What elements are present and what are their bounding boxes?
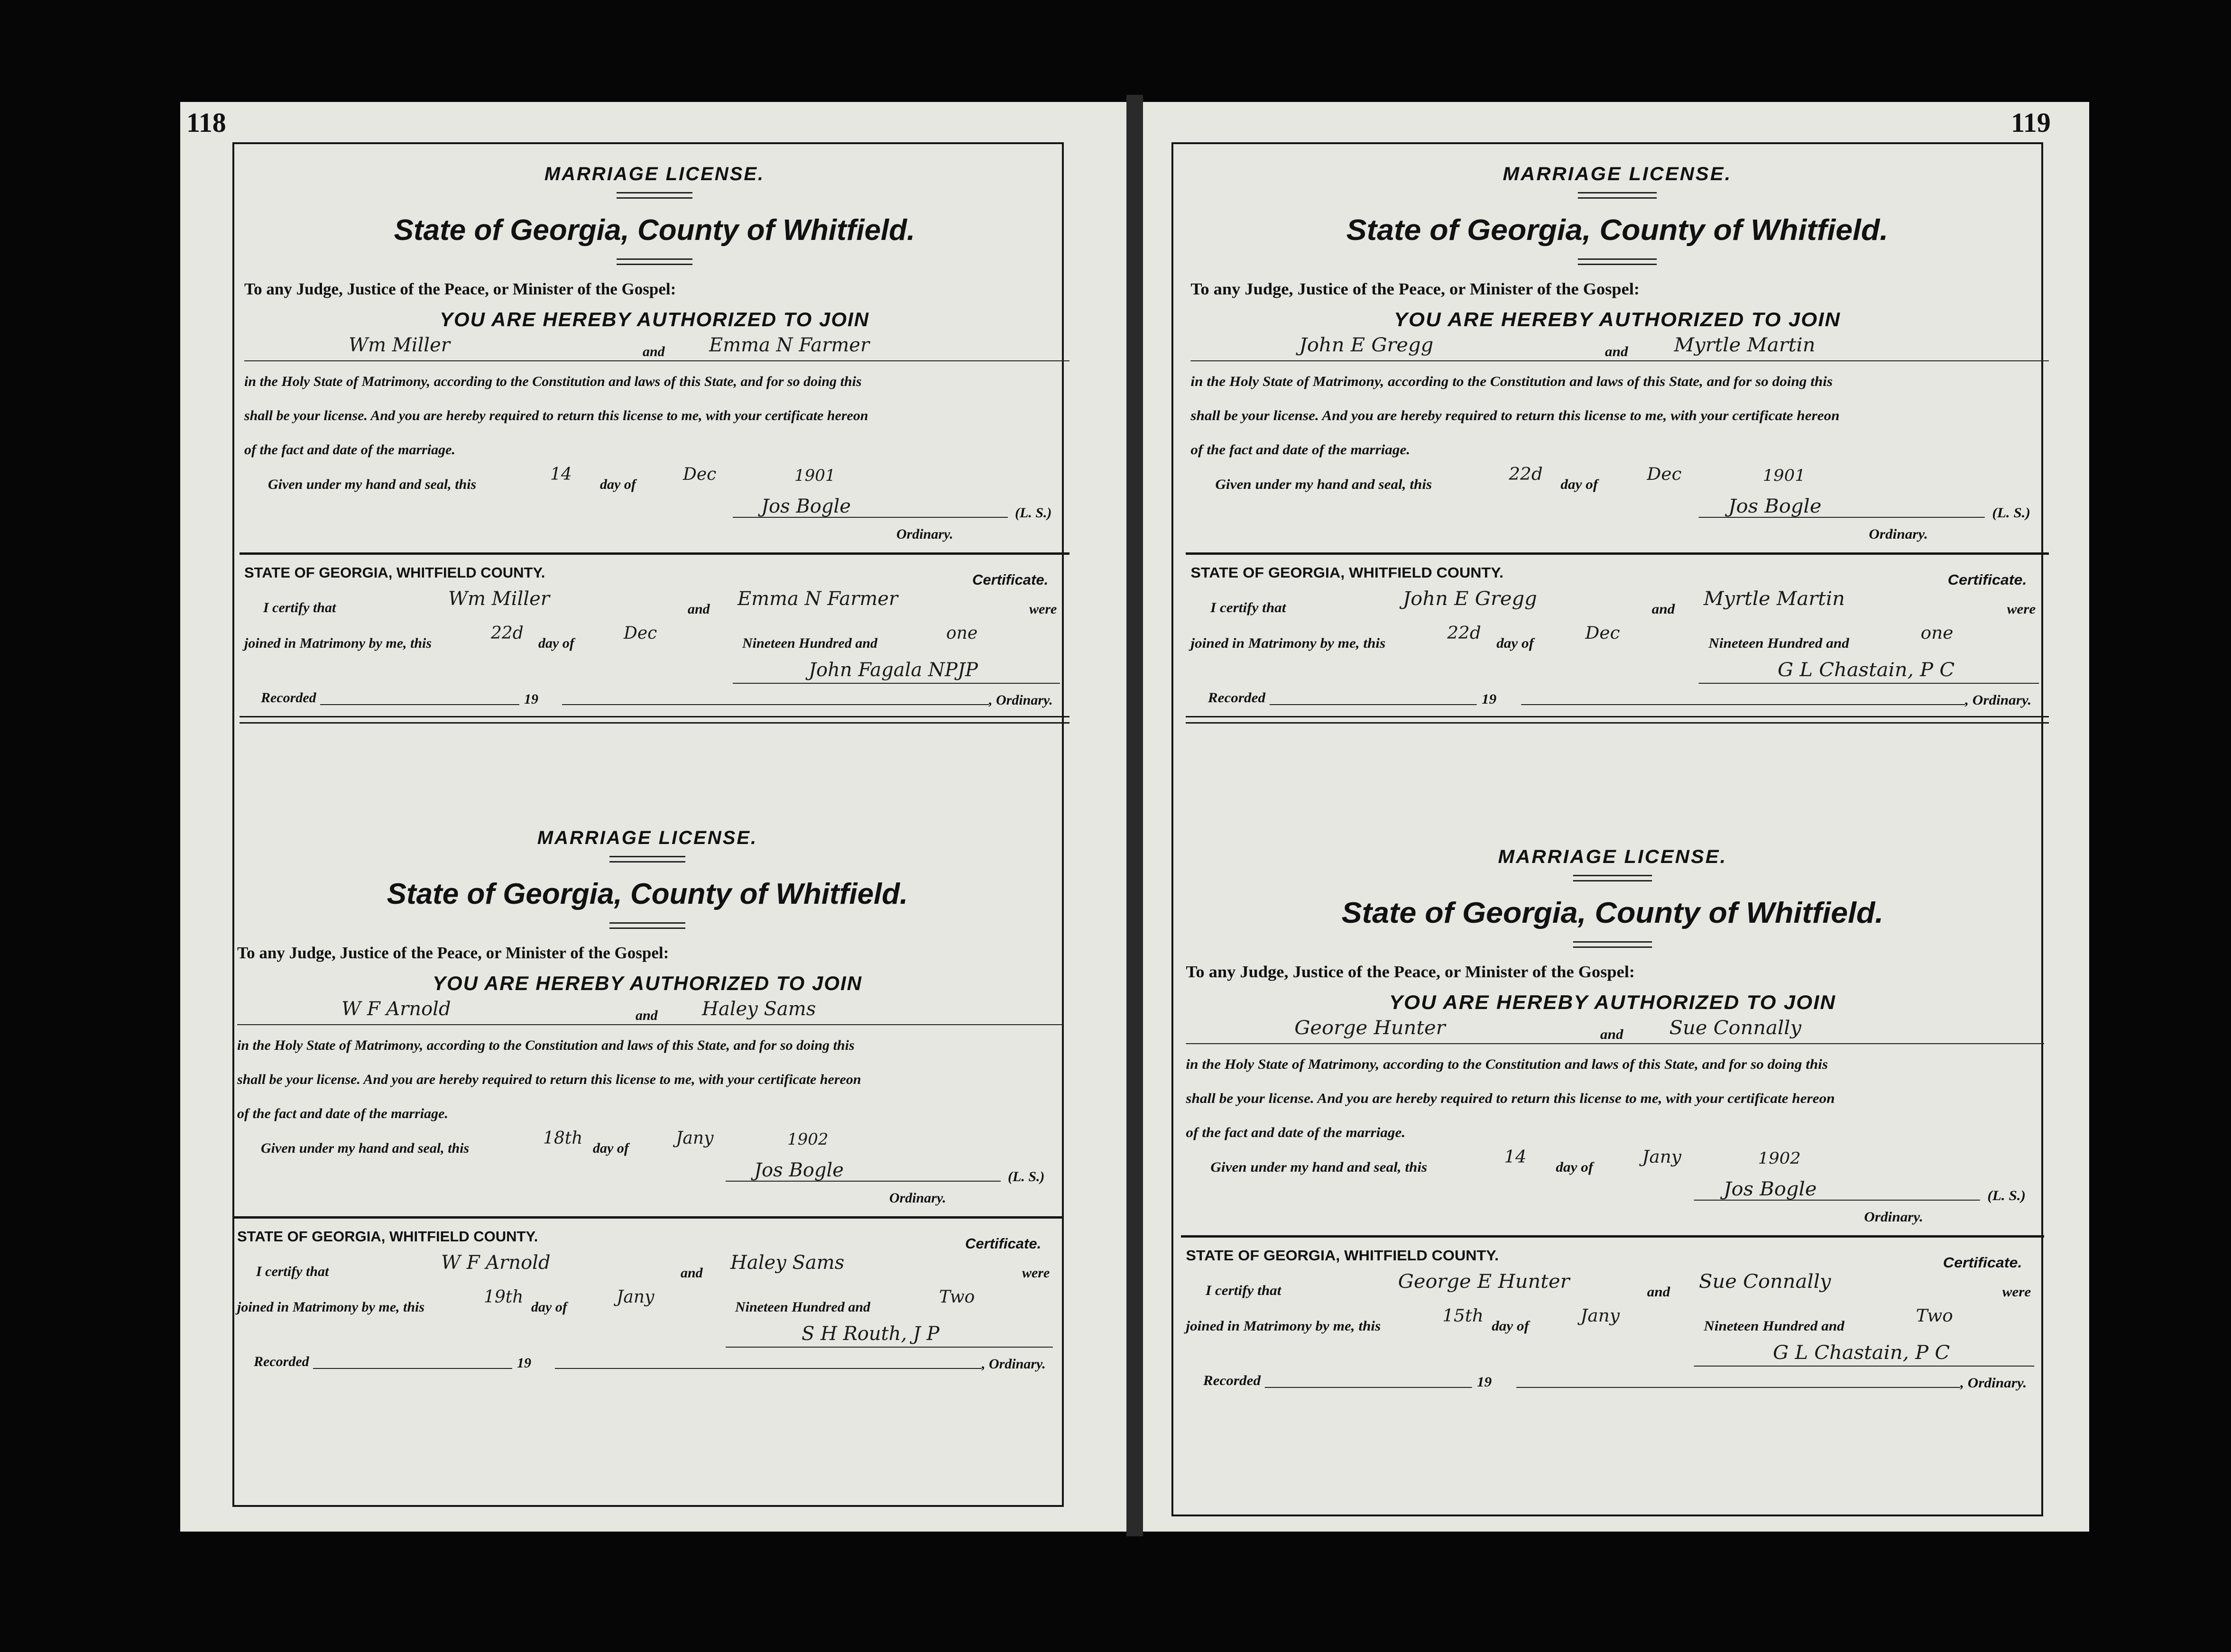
given-month: Jany: [676, 1129, 714, 1148]
and-label: and: [1647, 1284, 1670, 1300]
address-line: To any Judge, Justice of the Peace, or Minister of the Gospel:: [1190, 280, 1640, 298]
year-word: one: [946, 624, 978, 643]
state-county-heading: State of Georgia, County of Whitfield.: [1341, 897, 1884, 929]
were-label: were: [1022, 1265, 1050, 1281]
left-page-number: 118: [186, 107, 226, 138]
joined-label: joined in Matrimony by me, this: [1190, 635, 1386, 651]
given-month: Dec: [1647, 465, 1682, 484]
day-of-label: day of: [1492, 1318, 1530, 1334]
given-label: Given under my hand and seal, this: [261, 1140, 470, 1156]
cert-bride-name: Emma N Farmer: [738, 588, 898, 610]
ornament-divider: [1573, 941, 1652, 948]
year-word: Two: [939, 1287, 975, 1307]
ornament-divider: [1578, 192, 1657, 199]
recorded-19: 19: [1477, 1374, 1492, 1390]
license-title: MARRIAGE LICENSE.: [537, 827, 758, 848]
given-day: 18th: [543, 1129, 583, 1148]
recorded-19: 19: [524, 691, 538, 707]
recorded-label: Recorded: [254, 1354, 309, 1369]
authorized-heading: YOU ARE HEREBY AUTHORIZED TO JOIN: [439, 308, 870, 330]
nineteen-hundred-label: Nineteen Hundred and: [1704, 1318, 1844, 1334]
section-rule: [240, 552, 1069, 555]
marriage-license: [1186, 142, 2049, 721]
groom-name: George Hunter: [1294, 1017, 1446, 1039]
license-title: MARRIAGE LICENSE.: [1503, 164, 1732, 184]
officiant-line: [733, 683, 1060, 684]
given-label: Given under my hand and seal, this: [1215, 477, 1432, 492]
given-month: Dec: [683, 465, 717, 484]
and-label: and: [688, 601, 710, 617]
cert-groom-name: W F Arnold: [441, 1252, 551, 1274]
seal-label: (L. S.): [1008, 1169, 1045, 1184]
day-of-label: day of: [538, 635, 574, 651]
bride-name: Myrtle Martin: [1674, 334, 1816, 356]
ordinary-label: Ordinary.: [1864, 1209, 1923, 1225]
nineteen-hundred-label: Nineteen Hundred and: [742, 635, 878, 651]
license-separator: [1186, 716, 2049, 724]
year-word: Two: [1916, 1306, 1953, 1326]
day-of-label: day of: [1496, 635, 1534, 651]
officiant-line: [1699, 683, 2039, 684]
body-line-3: of the fact and date of the marriage.: [237, 1106, 448, 1121]
seal-label: (L. S.): [1992, 505, 2030, 521]
body-line-2: shall be your license. And you are hereby required to return this license to me, with your certificate hereon: [1186, 1091, 1835, 1106]
ordinary-signature: Jos Bogle: [754, 1159, 844, 1181]
given-day: 14: [1504, 1147, 1527, 1167]
ordinary-signature: Jos Bogle: [1724, 1178, 1817, 1200]
license-separator: [240, 716, 1069, 724]
given-day: 22d: [1509, 465, 1543, 484]
day-of-label: day of: [593, 1140, 629, 1156]
recorded-line: [1270, 704, 1477, 705]
joined-day: 22d: [1447, 624, 1481, 643]
state-county-heading: State of Georgia, County of Whitfield.: [387, 878, 908, 910]
recorded-line: [1265, 1387, 1472, 1388]
cert-bride-name: Haley Sams: [730, 1252, 845, 1274]
license-title: MARRIAGE LICENSE.: [1498, 846, 1727, 867]
cert-groom-name: John E Gregg: [1402, 588, 1537, 610]
joined-month: Jany: [1580, 1306, 1620, 1326]
certificate-label: Certificate.: [965, 1235, 1042, 1252]
given-month: Jany: [1642, 1147, 1681, 1167]
cert-bride-name: Myrtle Martin: [1704, 588, 1845, 610]
joined-label: joined in Matrimony by me, this: [244, 635, 432, 651]
joined-day: 19th: [484, 1287, 524, 1307]
address-line: To any Judge, Justice of the Peace, or Minister of the Gospel:: [1186, 963, 1635, 981]
authorized-heading: YOU ARE HEREBY AUTHORIZED TO JOIN: [1389, 991, 1836, 1013]
body-line-2: shall be your license. And you are hereby required to return this license to me, with your certificate hereon: [244, 408, 868, 423]
joined-day: 15th: [1442, 1306, 1484, 1326]
recorded-line: [320, 704, 519, 705]
ordinary-label: Ordinary.: [1869, 526, 1928, 542]
cert-state-heading: STATE OF GEORGIA, WHITFIELD COUNTY.: [244, 564, 545, 581]
names-line: [237, 1024, 1062, 1025]
were-label: were: [1029, 601, 1057, 617]
certificate-label: Certificate.: [972, 571, 1049, 588]
bride-name: Haley Sams: [702, 998, 816, 1020]
and-label: and: [636, 1008, 658, 1023]
marriage-license: [240, 142, 1069, 721]
right-page-number: 119: [2011, 107, 2051, 138]
cert-bride-name: Sue Connally: [1699, 1271, 1831, 1293]
book-gutter: [1126, 95, 1143, 1536]
body-line-1: in the Holy State of Matrimony, according to the Constitution and laws of this State, and for so doing this: [237, 1037, 855, 1053]
ordinary-signature: Jos Bogle: [761, 496, 851, 517]
state-county-heading: State of Georgia, County of Whitfield.: [1346, 214, 1889, 247]
groom-name: Wm Miller: [349, 334, 450, 356]
names-line: [1186, 1043, 2044, 1044]
joined-month: Dec: [1585, 624, 1620, 643]
officiant-line: [1694, 1366, 2035, 1367]
section-rule: [232, 1216, 1062, 1219]
joined-day: 22d: [491, 624, 524, 643]
recorded-label: Recorded: [1208, 690, 1266, 706]
and-label: and: [681, 1265, 703, 1281]
ordinary-label: Ordinary.: [889, 1190, 946, 1206]
body-line-3: of the fact and date of the marriage.: [1186, 1125, 1406, 1140]
nineteen-hundred-label: Nineteen Hundred and: [1708, 635, 1849, 651]
cert-groom-name: George E Hunter: [1398, 1271, 1570, 1293]
and-label: and: [1600, 1027, 1623, 1042]
certify-label: I certify that: [1210, 600, 1286, 615]
recorded-label: Recorded: [261, 690, 316, 706]
given-day: 14: [550, 465, 572, 484]
recorded-19: 19: [517, 1355, 531, 1371]
year-word: one: [1920, 624, 1954, 643]
recorded-ordinary-line: [1521, 704, 1965, 705]
groom-name: W F Arnold: [341, 998, 451, 1020]
cert-groom-name: Wm Miller: [448, 588, 550, 610]
day-of-label: day of: [1556, 1159, 1594, 1175]
section-rule: [1181, 1235, 2044, 1238]
recorded-label: Recorded: [1203, 1373, 1261, 1388]
certificate-label: Certificate.: [1947, 571, 2027, 588]
recorded-ordinary-line: [555, 1368, 982, 1369]
officiant-signature: G L Chastain, P C: [1773, 1342, 1950, 1364]
ordinary-label: , Ordinary.: [1960, 1375, 2027, 1391]
ornament-divider: [609, 922, 685, 929]
and-label: and: [1651, 601, 1675, 617]
officiant-line: [726, 1347, 1053, 1348]
given-year: 1901: [1762, 466, 1806, 485]
body-line-2: shall be your license. And you are hereby required to return this license to me, with your certificate hereon: [237, 1072, 861, 1087]
groom-name: John E Gregg: [1299, 334, 1434, 356]
body-line-2: shall be your license. And you are hereby required to return this license to me, with your certificate hereon: [1190, 408, 1840, 423]
certify-label: I certify that: [1206, 1283, 1281, 1298]
ordinary-label: Ordinary.: [896, 526, 953, 542]
seal-label: (L. S.): [1987, 1188, 2026, 1203]
day-of-label: day of: [531, 1299, 567, 1315]
officiant-signature: S H Routh, J P: [802, 1323, 940, 1345]
day-of-label: day of: [1560, 477, 1598, 492]
marriage-license: [232, 806, 1062, 1385]
body-line-1: in the Holy State of Matrimony, according to the Constitution and laws of this State, and for so doing this: [1186, 1056, 1828, 1072]
cert-state-heading: STATE OF GEORGIA, WHITFIELD COUNTY.: [1186, 1247, 1499, 1264]
officiant-signature: G L Chastain, P C: [1778, 659, 1955, 681]
recorded-19: 19: [1482, 691, 1497, 707]
body-line-1: in the Holy State of Matrimony, according to the Constitution and laws of this State, and for so doing this: [1190, 374, 1833, 389]
section-rule: [1186, 552, 2049, 555]
names-line: [244, 360, 1069, 361]
officiant-signature: John Fagala NPJP: [809, 659, 978, 681]
joined-label: joined in Matrimony by me, this: [237, 1299, 425, 1315]
given-year: 1902: [1758, 1149, 1801, 1168]
body-line-3: of the fact and date of the marriage.: [1190, 442, 1411, 458]
ornament-divider: [1578, 258, 1657, 265]
ornament-divider: [609, 856, 685, 863]
ordinary-label: , Ordinary.: [989, 692, 1053, 708]
recorded-ordinary-line: [562, 704, 989, 705]
ordinary-label: , Ordinary.: [982, 1356, 1046, 1372]
ornament-divider: [1573, 875, 1652, 881]
joined-month: Jany: [617, 1287, 655, 1307]
ornament-divider: [617, 258, 692, 265]
license-title: MARRIAGE LICENSE.: [544, 164, 765, 184]
recorded-ordinary-line: [1516, 1387, 1960, 1388]
ordinary-label: , Ordinary.: [1965, 692, 2032, 708]
joined-month: Dec: [624, 624, 657, 643]
given-label: Given under my hand and seal, this: [268, 477, 477, 492]
were-label: were: [2002, 1284, 2031, 1300]
cert-state-heading: STATE OF GEORGIA, WHITFIELD COUNTY.: [1190, 564, 1504, 581]
recorded-line: [313, 1368, 512, 1369]
certify-label: I certify that: [256, 1264, 329, 1279]
authorized-heading: YOU ARE HEREBY AUTHORIZED TO JOIN: [1393, 308, 1841, 330]
cert-state-heading: STATE OF GEORGIA, WHITFIELD COUNTY.: [237, 1228, 538, 1245]
and-label: and: [1605, 344, 1628, 359]
body-line-3: of the fact and date of the marriage.: [244, 442, 455, 458]
given-year: 1902: [787, 1130, 829, 1149]
state-county-heading: State of Georgia, County of Whitfield.: [394, 214, 915, 247]
given-year: 1901: [794, 466, 836, 485]
nineteen-hundred-label: Nineteen Hundred and: [735, 1299, 871, 1315]
address-line: To any Judge, Justice of the Peace, or Minister of the Gospel:: [244, 280, 676, 298]
body-line-1: in the Holy State of Matrimony, according to the Constitution and laws of this State, and for so doing this: [244, 374, 862, 389]
joined-label: joined in Matrimony by me, this: [1186, 1318, 1381, 1334]
marriage-license: [1181, 825, 2044, 1404]
ordinary-signature: Jos Bogle: [1728, 496, 1822, 517]
were-label: were: [2007, 601, 2036, 617]
address-line: To any Judge, Justice of the Peace, or Minister of the Gospel:: [237, 944, 669, 962]
ornament-divider: [617, 192, 692, 199]
and-label: and: [643, 344, 665, 359]
authorized-heading: YOU ARE HEREBY AUTHORIZED TO JOIN: [432, 972, 863, 994]
certificate-label: Certificate.: [1943, 1254, 2022, 1271]
bride-name: Sue Connally: [1669, 1017, 1802, 1039]
bride-name: Emma N Farmer: [709, 334, 870, 356]
given-label: Given under my hand and seal, this: [1210, 1159, 1428, 1175]
seal-label: (L. S.): [1015, 505, 1052, 521]
day-of-label: day of: [600, 477, 636, 492]
names-line: [1190, 360, 2049, 361]
certify-label: I certify that: [263, 600, 336, 615]
